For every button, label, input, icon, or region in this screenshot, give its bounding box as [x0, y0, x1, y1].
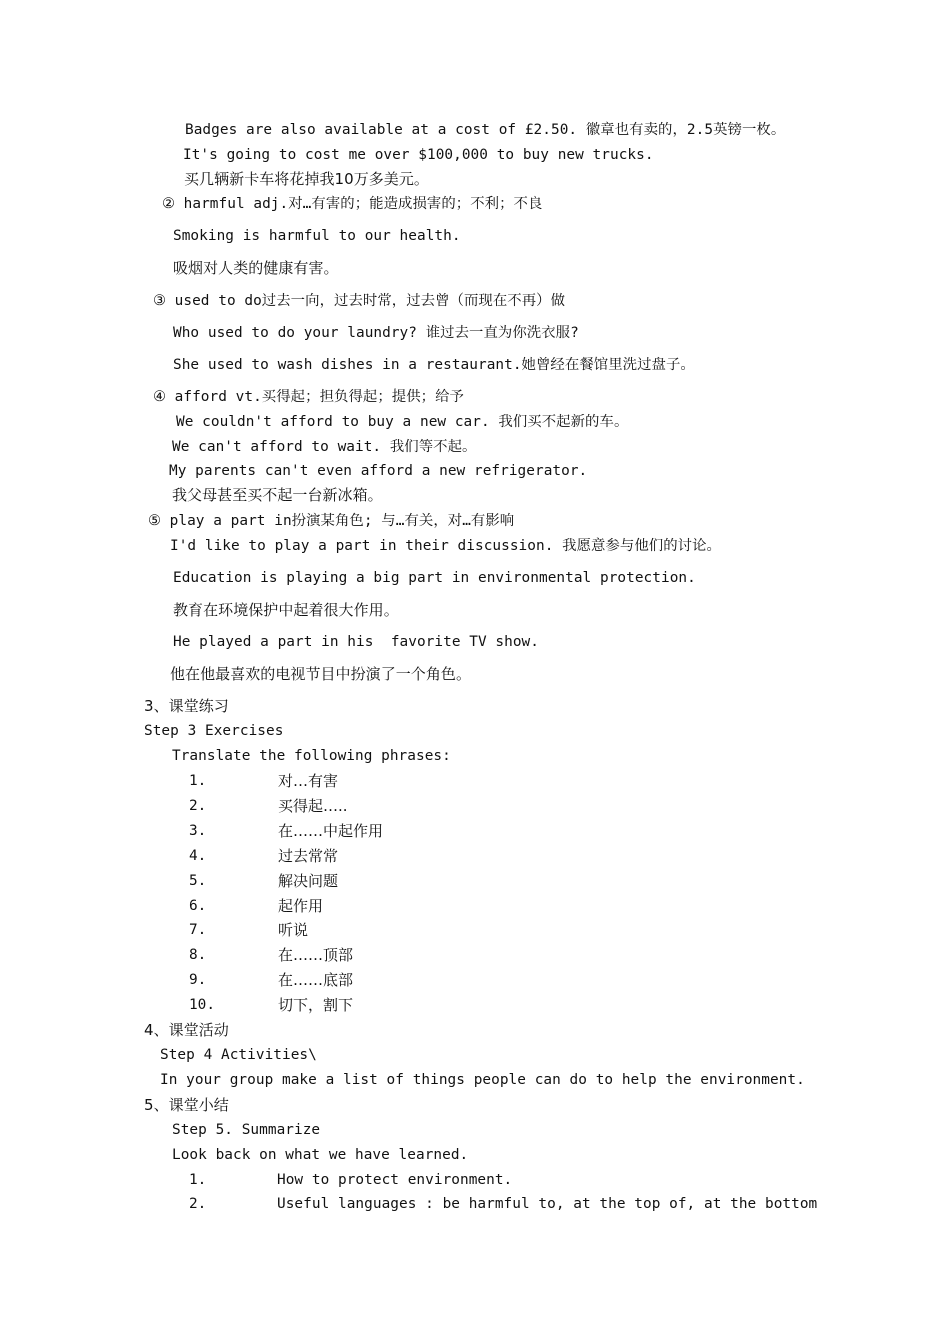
- afford-example-1: We couldn't afford to buy a new car. 我们买不起新的车。: [176, 414, 629, 430]
- play-part-example-3-cn: 他在他最喜欢的电视节目中扮演了一个角色。: [170, 665, 472, 683]
- section-5-heading: 5、课堂小结: [144, 1096, 229, 1114]
- afford-example-2: We can't afford to wait. 我们等不起。: [172, 439, 477, 455]
- section-5-instruction: Look back on what we have learned.: [172, 1147, 469, 1163]
- play-part-example-2: Education is playing a big part in environmental protection.: [173, 570, 696, 586]
- list-item-number: 1.: [189, 773, 207, 789]
- list-item-number: 1.: [189, 1172, 207, 1188]
- list-item-number: 2.: [189, 1196, 207, 1212]
- list-item: How to protect environment.: [277, 1172, 513, 1188]
- cost-example-1: Badges are also available at a cost of £2.50. 徽章也有卖的，2.5英镑一枚。: [185, 122, 786, 138]
- afford-example-3-cn: 我父母甚至买不起一台新冰箱。: [172, 486, 383, 504]
- play-part-example-1: I'd like to play a part in their discussion. 我愿意参与他们的讨论。: [170, 538, 721, 554]
- afford-example-3: My parents can't even afford a new refrigerator.: [169, 463, 588, 479]
- play-part-heading: ⑤ play a part in扮演某角色; 与…有关，对…有影响: [148, 513, 515, 529]
- list-item-number: 8.: [189, 947, 207, 963]
- list-item-number: 10.: [189, 997, 215, 1013]
- list-item: 过去常常: [278, 847, 339, 865]
- list-item-number: 2.: [189, 798, 207, 814]
- list-item: 在……底部: [278, 971, 354, 989]
- list-item: Useful languages : be harmful to, at the top of, at the bottom: [277, 1196, 818, 1212]
- section-4-heading: 4、课堂活动: [144, 1021, 229, 1039]
- list-item: 切下，割下: [278, 996, 354, 1014]
- list-item: 听说: [278, 921, 309, 939]
- cost-example-2: It's going to cost me over $100,000 to buy new trucks.: [183, 147, 654, 163]
- list-item: 在……顶部: [278, 946, 354, 964]
- cost-example-2-cn: 买几辆新卡车将花掉我10万多美元。: [184, 170, 429, 188]
- list-item: 对…有害: [278, 772, 339, 790]
- list-item: 解决问题: [278, 872, 339, 890]
- list-item-number: 7.: [189, 922, 207, 938]
- list-item-number: 5.: [189, 873, 207, 889]
- list-item-number: 6.: [189, 898, 207, 914]
- used-to-example-2: She used to wash dishes in a restaurant.她曾经在餐馆里洗过盘子。: [173, 357, 695, 373]
- harmful-heading: ② harmful adj.对…有害的；能造成损害的；不利；不良: [162, 196, 543, 212]
- section-4-step: Step 4 Activities\: [160, 1047, 317, 1063]
- harmful-example: Smoking is harmful to our health.: [173, 228, 461, 244]
- list-item: 买得起…..: [278, 797, 348, 815]
- afford-heading: ④ afford vt.买得起；担负得起；提供；给予: [153, 389, 464, 405]
- used-to-heading: ③ used to do过去一向，过去时常，过去曾（而现在不再）做: [153, 293, 566, 309]
- section-3-instruction: Translate the following phrases:: [172, 748, 451, 764]
- harmful-example-cn: 吸烟对人类的健康有害。: [173, 259, 339, 277]
- section-4-instruction: In your group make a list of things people can do to help the environment.: [160, 1072, 805, 1088]
- section-5-step: Step 5. Summarize: [172, 1122, 321, 1138]
- list-item-number: 3.: [189, 823, 207, 839]
- used-to-example-1: Who used to do your laundry? 谁过去一直为你洗衣服?: [173, 325, 579, 341]
- section-3-heading: 3、课堂练习: [144, 697, 229, 715]
- list-item-number: 9.: [189, 972, 207, 988]
- section-3-step: Step 3 Exercises: [144, 723, 284, 739]
- list-item: 起作用: [278, 897, 324, 915]
- list-item-number: 4.: [189, 848, 207, 864]
- play-part-example-3: He played a part in his favorite TV show.: [173, 634, 539, 650]
- list-item: 在……中起作用: [278, 822, 384, 840]
- play-part-example-2-cn: 教育在环境保护中起着很大作用。: [173, 601, 399, 619]
